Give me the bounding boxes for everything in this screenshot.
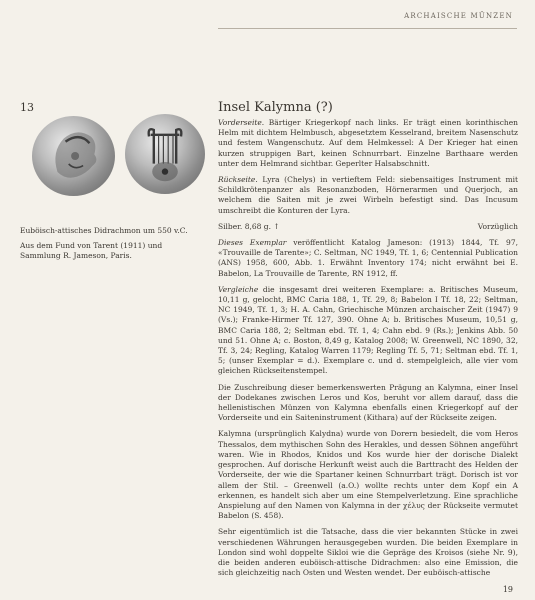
running-header: ARCHAISCHE MÜNZEN bbox=[404, 12, 513, 20]
attribution-paragraph: Die Zuschreibung dieser bemerkenswerten Prägung an Kalymna, einer Insel der Dodekanes zwischen Leros und Kos, beruht vor allem darauf, dass die hellenistischen Münzen von Kalymna ebenfalls einen Kriegerkopf auf der Vorderseite und ein Saiteninstrument (Kithara) auf der Rückseite zeigen. bbox=[218, 382, 518, 423]
weight-grade-row bbox=[218, 222, 518, 232]
weight-info: Silber. 8,68 g. ↑ bbox=[218, 221, 280, 231]
comparison-references bbox=[218, 285, 518, 377]
denomination-caption: Euböisch-attisches Didrachmon um 550 v.C. bbox=[20, 226, 188, 235]
exemplar-text: veröffentlicht Katalog Jameson: (1913) 1844, Tf. 97, «Trouvaille de Tarente»; C. Seltman, NC 1949, Tf. 1, 6; Centennial Publication (ANS) 1958, 600, Abb. 1. Erwähnt Inventory 174; nicht erwähnt bei E. Babelon, La Trouvaille de Tarente, RN 1912, ff. bbox=[218, 238, 518, 278]
reverse-label: Rückseite. bbox=[218, 175, 258, 185]
exemplar-references bbox=[218, 238, 518, 279]
reverse-text: Lyra (Chelys) in vertieftem Feld: siebensaitiges Instrument mit Schildkrötenpanzer als Resonanzboden, Hörnerarmen und Querjoch, an welchem die Saiten mit je zwei Wirbeln befestigt sind. Das Incusum umschreibt die Konturen der Lyra. bbox=[218, 175, 518, 215]
header-rule bbox=[218, 28, 517, 29]
lot-number: 13 bbox=[20, 101, 34, 114]
page-number: 19 bbox=[502, 585, 513, 594]
comparison-text: die insgesamt drei weiteren Exemplare: a. Britisches Museum, 10,11 g, gelocht, BMC Caria 188, 1, Tf. 29, 8; Babelon I Tf. 18, 22; Seltman, NC 1949, Tf. 1, 3; H. A. Cahn, Griechische Münzen archaischer Zeit (1947) 9 (Vs.); Franke-Hirmer Tf. 127, 390. Ohne A; b. Britisches Museum, 10,51 g, BMC Caria 188, 2; Seltman ebd. Tf. 1, 4; Cahn ebd. 9 (Rs.); Jenkins Abb. 50 und 51. Ohne A; c. Boston, 8,49 g, Katalog 2008; W. Greenwell, NC 1890, 32, Tf. 3, 24; Regling, Katalog Warren 1179; Regling Tf. 5, 71; Seltman ebd. Tf. 1, 5; (unser Exemplar = d.). Exemplare c. und d. stempelgleich, alle vier vom gleichen Rückseitenstempel. bbox=[218, 284, 518, 376]
grade-info: Vorzüglich bbox=[477, 221, 518, 231]
entry-body bbox=[218, 118, 518, 584]
kalymna-history-paragraph: Kalymna (ursprünglich Kalydna) wurde von Dorern besiedelt, die vom Heros Thessalos, dem mythischen Sohn des Herakles, und dessen Söhnen angeführt waren. Wie in Rhodos, Knidos und Kos wurde hier der dorische Dialekt gesprochen. Auf dorische Herkunft weist auch die Barttracht des Helden der Vorderseite, der wie die Spartaner keinen Schnurrbart trägt. Dorisch ist vor allem der Stil. – Greenwell (a.O.) wollte rechts unter dem Kopf ein A erkennen, es handelt sich aber um eine Stempelverletzung. Eine sprachliche Anspielung auf den Namen von Kalymna in der χέλυς der Rückseite vermutet Babelon (S. 458). bbox=[218, 429, 518, 521]
coin-reverse-lyre-icon bbox=[125, 114, 205, 194]
reverse-description bbox=[218, 175, 518, 216]
coin-obverse-warrior-head-icon bbox=[32, 116, 115, 196]
obverse-text: Bärtiger Kriegerkopf nach links. Er trägt einen korinthischen Helm mit dichtem Helmbusch, abgesetztem Kesselrand, breitem Nasenschutz und festem Wangenschutz. Auf dem Helmkessel: A Der Krieger hat einen kurzen struppigen Bart, keinen Schnurrbart. Einzelne Barthaare werden unter dem Helmrand sichtbar. Geperlter Halsabschnitt. bbox=[218, 118, 518, 168]
currency-paragraph: Sehr eigentümlich ist die Tatsache, dass die vier bekannten Stücke in zwei verschiedenen Währungen herausgegeben wurden. Die beiden Exemplare in London sind wohl doppelte Sikloi wie die Gepräge des Kroisos (siehe Nr. 9), die beiden anderen euböisch-attische Didrachmen: also eine Emission, die sich gleichzeitig nach Osten und Westen wendet. Der euböisch-attische bbox=[218, 527, 518, 578]
provenance-caption: Aus dem Fund von Tarent (1911) und Sammlung R. Jameson, Paris. bbox=[20, 241, 163, 260]
obverse-description bbox=[218, 118, 518, 169]
comparison-label: Vergleiche bbox=[218, 284, 259, 294]
exemplar-label: Dieses Exemplar bbox=[218, 238, 287, 248]
entry-title: Insel Kalymna (?) bbox=[218, 100, 333, 115]
obverse-label: Vorderseite. bbox=[218, 118, 265, 127]
coin-caption bbox=[20, 226, 200, 266]
